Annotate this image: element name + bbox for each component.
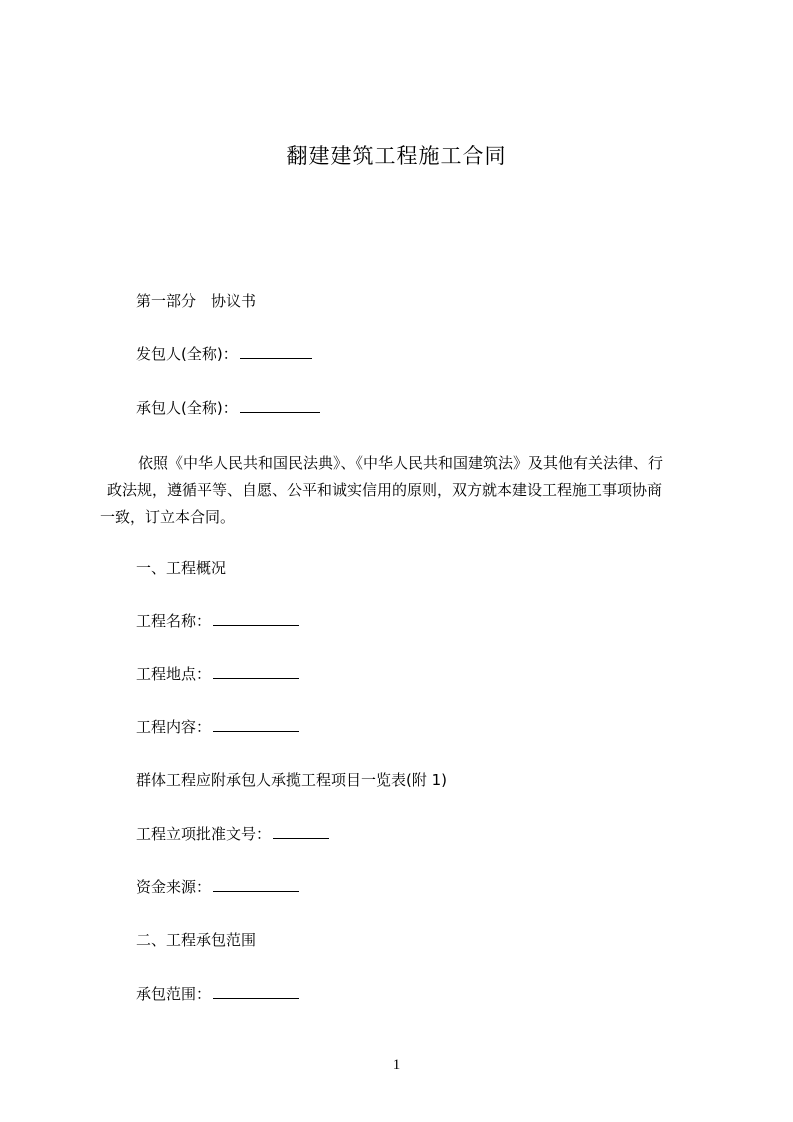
- contractor-label: 承包人(全称)：: [136, 399, 238, 417]
- preamble-line-3: 一致，订立本合同。: [100, 508, 236, 526]
- employer-field: [136, 344, 312, 364]
- employer-blank[interactable]: [240, 344, 312, 359]
- project-location-blank[interactable]: [213, 664, 299, 679]
- page-number: 1: [392, 1057, 401, 1073]
- project-content-blank[interactable]: [213, 717, 299, 732]
- section-heading-1: 一、工程概况: [136, 559, 227, 577]
- approval-number-blank[interactable]: [273, 824, 329, 839]
- funds-source-field: [136, 877, 299, 897]
- scope-field: [136, 984, 299, 1004]
- part-heading: 第一部分 协议书: [136, 292, 257, 310]
- funds-source-label: 资金来源：: [136, 878, 212, 896]
- preamble-paragraph: [100, 450, 700, 531]
- preamble-line-2: 政法规，遵循平等、自愿、公平和诚实信用的原则，双方就本建设工程施工事项协商: [107, 481, 663, 499]
- document-title: 翻建建筑工程施工合同: [286, 144, 507, 168]
- funds-source-blank[interactable]: [213, 877, 299, 892]
- project-content-field: [136, 717, 299, 737]
- section-heading-2: 二、工程承包范围: [136, 931, 257, 949]
- project-content-label: 工程内容：: [136, 718, 212, 736]
- approval-number-label: 工程立项批准文号：: [136, 825, 272, 843]
- approval-number-field: [136, 824, 329, 844]
- employer-label: 发包人(全称)：: [136, 345, 238, 363]
- scope-blank[interactable]: [213, 984, 299, 999]
- preamble-line-1: 依照《中华人民共和国民法典》、《中华人民共和国建筑法》及其他有关法律、行: [138, 454, 664, 472]
- scope-label: 承包范围：: [136, 985, 212, 1003]
- project-location-label: 工程地点：: [136, 665, 212, 683]
- contractor-blank[interactable]: [240, 398, 320, 413]
- contractor-field: [136, 398, 320, 418]
- project-name-blank[interactable]: [213, 611, 299, 626]
- project-name-field: [136, 611, 299, 631]
- group-project-note: 群体工程应附承包人承揽工程项目一览表(附 1): [136, 771, 448, 789]
- project-location-field: [136, 664, 299, 684]
- project-name-label: 工程名称：: [136, 612, 212, 630]
